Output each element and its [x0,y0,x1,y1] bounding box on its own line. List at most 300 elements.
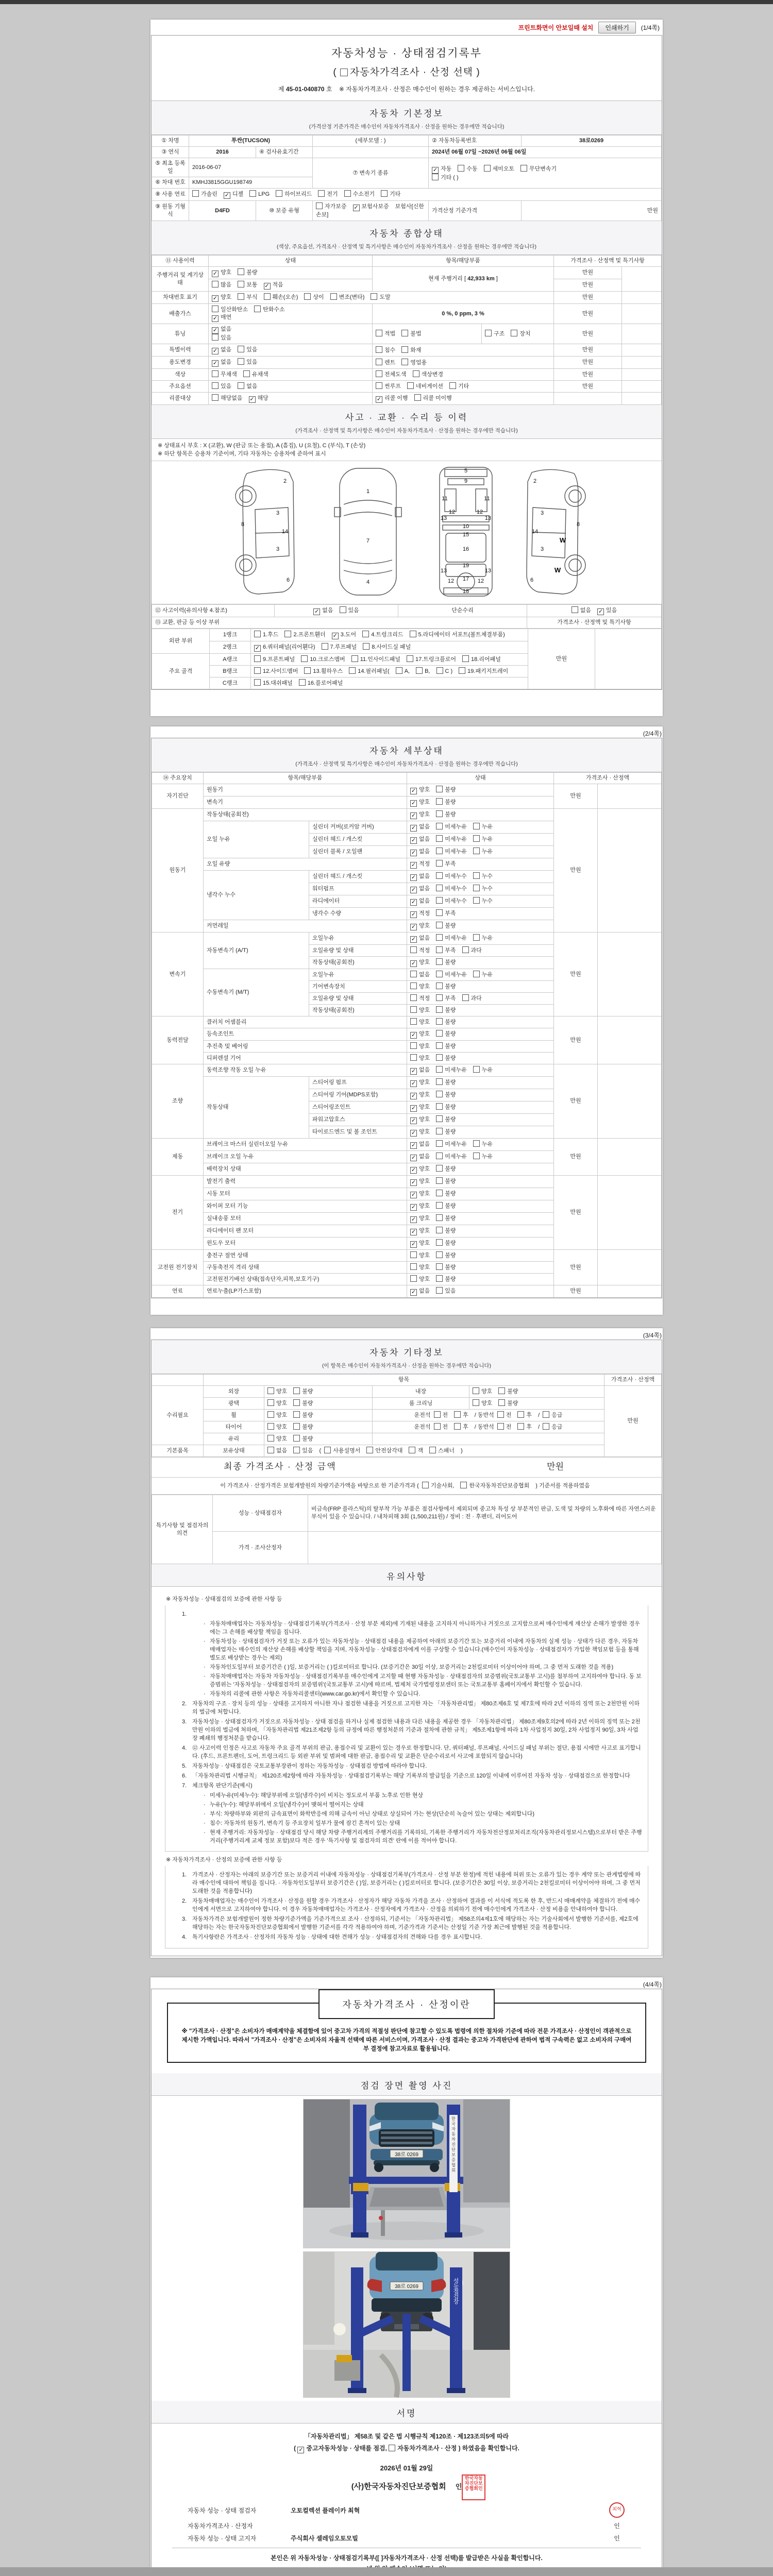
checkbox-option[interactable]: ✓ 양호 [411,1191,430,1198]
checked-checkbox-icon[interactable]: ✓ [376,396,382,402]
unchecked-checkbox-icon[interactable] [454,1411,461,1418]
checkbox-option[interactable]: 양호 [267,1435,287,1443]
unchecked-checkbox-icon[interactable] [436,1103,443,1110]
checkbox-option[interactable]: 응급 [543,1423,562,1431]
checkbox-option[interactable]: ✓ 없음 [212,359,232,366]
unchecked-checkbox-icon[interactable] [318,190,325,197]
unchecked-checkbox-icon[interactable] [498,1387,505,1394]
unchecked-checkbox-icon[interactable] [410,994,417,1001]
checkbox-option[interactable]: 가솔린 [192,190,217,198]
checkbox-option[interactable]: 무단변속기 [520,165,557,173]
unchecked-checkbox-icon[interactable] [436,1128,443,1134]
checkbox-option[interactable]: 16.플로어패널 [299,679,343,687]
checkbox-option[interactable]: 양호 [410,1018,430,1026]
checkbox-option[interactable]: 과다 [462,994,482,1003]
checkbox-option[interactable]: 불량 [238,268,257,277]
checkbox-option[interactable]: 네비게이션 [407,382,443,391]
checkbox-option[interactable]: 불량 [498,1387,518,1396]
checkbox-option[interactable]: ✓ 양호 [411,1129,430,1136]
checked-checkbox-icon[interactable]: ✓ [411,1093,416,1099]
checkbox-option[interactable]: ✓ 양호 [411,787,430,794]
unchecked-checkbox-icon[interactable] [473,872,480,879]
checkbox-option[interactable]: 미세누유 [436,934,467,942]
unchecked-checkbox-icon[interactable] [212,281,219,287]
unchecked-checkbox-icon[interactable] [436,1078,443,1085]
unchecked-checkbox-icon[interactable] [401,359,408,365]
unchecked-checkbox-icon[interactable] [238,382,244,389]
checkbox-option[interactable]: ✓ 없음 [411,1154,430,1161]
unchecked-checkbox-icon[interactable] [436,1251,443,1258]
unchecked-checkbox-icon[interactable] [485,330,492,336]
unchecked-checkbox-icon[interactable] [436,958,443,965]
unchecked-checkbox-icon[interactable] [436,810,443,817]
checkbox-option[interactable]: 전 [434,1411,448,1419]
unchecked-checkbox-icon[interactable] [436,1190,443,1196]
unchecked-checkbox-icon[interactable] [410,971,417,977]
checkbox-option[interactable]: 불량 [436,1006,456,1014]
checkbox-option[interactable]: 있음 [212,382,231,391]
checkbox-option[interactable]: 불량 [436,1177,456,1185]
checkbox-option[interactable]: 불량 [293,1399,313,1408]
checked-checkbox-icon[interactable]: ✓ [411,1080,416,1087]
unchecked-checkbox-icon[interactable] [434,1411,441,1418]
unchecked-checkbox-icon[interactable] [267,1411,274,1418]
checkbox-option[interactable]: 불량 [436,1030,456,1038]
checkbox-option[interactable]: 미세누유 [436,823,467,831]
unchecked-checkbox-icon[interactable] [293,1423,300,1430]
checked-checkbox-icon[interactable]: ✓ [411,850,416,856]
unchecked-checkbox-icon[interactable] [436,1066,443,1073]
unchecked-checkbox-icon[interactable] [363,643,369,650]
checkbox-option[interactable]: 부족 [436,860,456,868]
checked-checkbox-icon[interactable]: ✓ [411,1130,416,1136]
checkbox-option[interactable]: 누유 [473,971,493,979]
unchecked-checkbox-icon[interactable] [473,835,480,842]
unchecked-checkbox-icon[interactable] [254,655,261,662]
checkbox-option[interactable]: 사용설명서 [324,1447,360,1455]
checkbox-option[interactable]: ✓ 매연 [212,314,232,321]
unchecked-checkbox-icon[interactable] [436,897,443,904]
checkbox-option[interactable]: 불량 [436,1054,456,1062]
unchecked-checkbox-icon[interactable] [517,1411,524,1418]
checkbox-option[interactable]: 양호 [410,1054,430,1062]
unchecked-checkbox-icon[interactable] [267,1387,274,1394]
checkbox-option[interactable]: 있음 [212,334,231,342]
unchecked-checkbox-icon[interactable] [376,346,382,353]
checkbox-option[interactable]: 침수 [376,346,395,354]
checkbox-option[interactable]: 변조(변타) [330,293,365,301]
unchecked-checkbox-icon[interactable] [344,190,351,197]
checked-checkbox-icon[interactable]: ✓ [411,899,416,905]
checkbox-option[interactable]: 후 [454,1423,468,1431]
unchecked-checkbox-icon[interactable] [473,823,480,829]
checkbox-option[interactable]: 불량 [436,1018,456,1026]
unchecked-checkbox-icon[interactable] [473,1387,479,1394]
checkbox-option[interactable]: 양호 [410,1275,430,1283]
checkbox-option[interactable]: 19.패키지트레이 [459,667,508,675]
unchecked-checkbox-icon[interactable] [366,1447,373,1453]
unchecked-checkbox-icon[interactable] [436,1275,443,1282]
checked-checkbox-icon[interactable]: ✓ [411,1117,416,1124]
checked-checkbox-icon[interactable]: ✓ [411,1068,416,1074]
checkbox-option[interactable]: 14.필러패널( [349,667,389,675]
checkbox-option[interactable]: 불량 [436,786,456,794]
checkbox-option[interactable]: ✓ 양호 [411,799,430,806]
unchecked-checkbox-icon[interactable] [422,1482,429,1488]
checkbox-option[interactable]: 17.트렁크플로어 [407,655,456,664]
checkbox-option[interactable]: 전 [434,1423,448,1431]
unchecked-checkbox-icon[interactable] [276,190,282,197]
unchecked-checkbox-icon[interactable] [436,667,443,674]
unchecked-checkbox-icon[interactable] [520,165,527,172]
unchecked-checkbox-icon[interactable] [330,293,337,300]
checkbox-option[interactable]: ✓ 양호 [411,1092,430,1099]
unchecked-checkbox-icon[interactable] [349,667,356,674]
unchecked-checkbox-icon[interactable] [473,971,480,977]
unchecked-checkbox-icon[interactable] [429,1447,436,1453]
checked-checkbox-icon[interactable]: ✓ [411,887,416,893]
checkbox-option[interactable]: 화재 [401,346,421,354]
unchecked-checkbox-icon[interactable] [436,1239,443,1246]
checkbox-option[interactable]: 불량 [498,1399,518,1408]
checkbox-option[interactable]: 기타 [449,382,469,391]
checkbox-option[interactable]: 안전삼각대 [366,1447,402,1455]
unchecked-checkbox-icon[interactable] [473,934,480,941]
unchecked-checkbox-icon[interactable] [436,1214,443,1221]
unchecked-checkbox-icon[interactable] [407,655,413,662]
unchecked-checkbox-icon[interactable] [304,667,311,674]
checkbox-option[interactable]: 5.라디에이터 서포트(볼트체결부품) [410,631,505,639]
checkbox-option[interactable]: ✓ 3.도어 [332,632,357,639]
unchecked-checkbox-icon[interactable] [410,1018,417,1025]
checkbox-option[interactable]: 양호 [267,1387,287,1396]
checkbox-option[interactable]: 썬루프 [376,382,401,391]
checkbox-option[interactable]: 있음 [238,346,257,354]
checked-checkbox-icon[interactable]: ✓ [411,1204,416,1210]
unchecked-checkbox-icon[interactable] [449,382,456,389]
unchecked-checkbox-icon[interactable] [462,655,469,662]
checkbox-option[interactable]: ✓ 없음 [411,1288,430,1295]
unchecked-checkbox-icon[interactable] [436,1054,443,1061]
checkbox-option[interactable]: ✓ 양호 [411,1116,430,1124]
unchecked-checkbox-icon[interactable] [401,346,408,353]
unchecked-checkbox-icon[interactable] [376,382,382,389]
unchecked-checkbox-icon[interactable] [543,1423,549,1430]
checkbox-option[interactable]: ✓ 디젤 [224,191,244,198]
checkbox-option[interactable]: 도말 [371,293,390,301]
unchecked-checkbox-icon[interactable] [410,1275,417,1282]
checkbox-option[interactable]: ✓ 없음 [411,873,430,880]
checkbox-option[interactable]: 응급 [543,1411,562,1419]
checkbox-option[interactable]: 후 [517,1423,532,1431]
checkbox-option[interactable]: 15.대쉬패널 [254,679,293,687]
checkbox-option[interactable]: 불량 [293,1411,313,1419]
unchecked-checkbox-icon[interactable] [410,1054,417,1061]
checkbox-option[interactable]: ✓ 양호 [411,959,430,967]
checked-checkbox-icon[interactable]: ✓ [411,1179,416,1185]
checkbox-option[interactable]: 불량 [436,1190,456,1198]
checkbox-option[interactable]: 수동 [458,165,477,173]
checkbox-option[interactable]: 불량 [293,1387,313,1396]
unchecked-checkbox-icon[interactable] [381,190,388,197]
checkbox-option[interactable]: ✓ 없음 [212,326,232,333]
unchecked-checkbox-icon[interactable] [243,370,250,377]
checked-checkbox-icon[interactable]: ✓ [411,874,416,880]
checkbox-option[interactable]: 렌트 [376,359,395,367]
checkbox-option[interactable]: 미세누유 [436,848,467,856]
unchecked-checkbox-icon[interactable] [436,922,443,928]
unchecked-checkbox-icon[interactable] [436,982,443,989]
checked-checkbox-icon[interactable]: ✓ [411,825,416,831]
unchecked-checkbox-icon[interactable] [436,971,443,977]
checkbox-option[interactable]: 미세누유 [436,971,467,979]
unchecked-checkbox-icon[interactable] [484,165,491,172]
checkbox-option[interactable]: 영업용 [401,359,427,367]
checkbox-option[interactable]: 양호 [267,1399,287,1408]
checkbox-option[interactable]: ✓ 양호 [411,1228,430,1235]
checkbox-option[interactable]: 부족 [436,909,456,918]
checkbox-option[interactable]: ✓ 6.쿼터패널(리어휀다) [255,644,315,651]
checkbox-option[interactable]: ✓ 없음 [411,886,430,893]
unchecked-checkbox-icon[interactable] [414,394,421,401]
unchecked-checkbox-icon[interactable] [293,1447,300,1453]
checkbox-option[interactable]: 기타 ( ) [432,174,459,182]
unchecked-checkbox-icon[interactable] [238,268,244,275]
checked-checkbox-icon[interactable]: ✓ [264,283,270,289]
unchecked-checkbox-icon[interactable] [401,330,408,336]
checked-checkbox-icon[interactable]: ✓ [411,911,416,918]
checkbox-option[interactable]: 양호 [410,1042,430,1050]
checkbox-option[interactable]: ✓ 양호 [212,269,232,277]
checkbox-option[interactable]: 양호 [410,1263,430,1272]
unchecked-checkbox-icon[interactable] [410,946,417,953]
checkbox-option[interactable]: 불량 [436,1214,456,1223]
checked-checkbox-icon[interactable]: ✓ [224,192,229,198]
checkbox-option[interactable]: 장치 [511,330,530,338]
unchecked-checkbox-icon[interactable] [436,885,443,891]
unchecked-checkbox-icon[interactable] [454,1423,461,1430]
unchecked-checkbox-icon[interactable] [436,1202,443,1209]
unchecked-checkbox-icon[interactable] [238,346,244,352]
unchecked-checkbox-icon[interactable] [304,293,311,300]
checkbox-option[interactable]: 4.트렁크리드 [362,631,403,639]
checkbox-option[interactable]: 불량 [436,922,456,930]
checked-checkbox-icon[interactable]: ✓ [212,295,218,301]
checkbox-option[interactable]: 잭 [409,1447,423,1455]
unchecked-checkbox-icon[interactable] [267,1423,274,1430]
checkbox-option[interactable]: ✓ 적정 [411,910,430,918]
checkbox-option[interactable]: ✓ 양호 [411,811,430,819]
checkbox-option[interactable]: 수소전기 [344,190,375,198]
checkbox-option[interactable]: 없음 [572,606,591,615]
checkbox-option[interactable]: 불량 [436,1078,456,1087]
unchecked-checkbox-icon[interactable] [436,1263,443,1270]
unchecked-checkbox-icon[interactable] [436,1091,443,1097]
unchecked-checkbox-icon[interactable] [416,667,423,674]
checked-checkbox-icon[interactable]: ✓ [411,812,416,819]
checkbox-option[interactable]: 후 [454,1411,468,1419]
checked-checkbox-icon[interactable]: ✓ [411,960,416,967]
checked-checkbox-icon[interactable]: ✓ [411,788,416,794]
checked-checkbox-icon[interactable]: ✓ [411,1241,416,1247]
checkbox-option[interactable]: 자가보증 [316,202,347,211]
checked-checkbox-icon[interactable]: ✓ [411,1192,416,1198]
checkbox-option[interactable]: A, [396,667,410,675]
checked-checkbox-icon[interactable]: ✓ [411,1105,416,1111]
checkbox-option[interactable]: 불법 [401,330,421,338]
checkbox-option[interactable]: 누수 [473,885,493,893]
unchecked-checkbox-icon[interactable] [436,823,443,829]
unchecked-checkbox-icon[interactable] [212,334,219,341]
unchecked-checkbox-icon[interactable] [543,1411,549,1418]
checkbox-option[interactable]: ✓ 리콜 이행 [376,395,408,402]
unchecked-checkbox-icon[interactable] [436,798,443,805]
checkbox-option[interactable]: 상이 [304,293,324,301]
unchecked-checkbox-icon[interactable] [473,885,480,891]
checkbox-option[interactable]: 없음 [410,971,430,979]
checkbox-option[interactable]: ✓ 없음 [411,1141,430,1148]
checkbox-option[interactable]: 부식 [238,293,257,301]
checkbox-option[interactable]: 자동차가격조사 · 산정 [389,2444,457,2452]
checkbox-option[interactable]: ✓ 적정 [411,861,430,868]
unchecked-checkbox-icon[interactable] [293,1435,300,1442]
unchecked-checkbox-icon[interactable] [473,848,480,854]
checkbox-option[interactable]: 있음 [436,1287,456,1295]
checkbox-option[interactable]: 유채색 [243,370,268,379]
unchecked-checkbox-icon[interactable] [436,1115,443,1122]
checkbox-option[interactable]: 과다 [462,946,482,955]
checkbox-option[interactable]: ✓ 없음 [314,607,333,615]
checkbox-option[interactable]: 미세누유 [436,1140,467,1148]
checkbox-option[interactable]: ✓ 양호 [411,1166,430,1173]
checkbox-option[interactable]: ✓ 없음 [411,898,430,905]
checkbox-option[interactable]: ✓ 해당 [249,395,268,402]
checkbox-option[interactable]: 불량 [436,958,456,967]
unchecked-checkbox-icon[interactable] [410,982,417,989]
checkbox-option[interactable]: 양호 [410,982,430,991]
checked-checkbox-icon[interactable]: ✓ [411,800,416,806]
checkbox-option[interactable]: 양호 [410,1251,430,1260]
unchecked-checkbox-icon[interactable] [458,165,464,172]
unchecked-checkbox-icon[interactable] [376,370,382,377]
checked-checkbox-icon[interactable]: ✓ [354,205,359,211]
checkbox-option[interactable]: 전기 [318,190,338,198]
checkbox-option[interactable]: 2.프론트휀더 [284,631,325,639]
unchecked-checkbox-icon[interactable] [362,631,369,637]
unchecked-checkbox-icon[interactable] [396,667,402,674]
checkbox-option[interactable]: 10.크로스멤버 [301,655,345,664]
checkbox-option[interactable]: 양호 [410,1006,430,1014]
checkbox-option[interactable]: 누유 [473,823,493,831]
checked-checkbox-icon[interactable]: ✓ [411,936,416,942]
checkbox-option[interactable]: 스패너 [429,1447,455,1455]
unchecked-checkbox-icon[interactable] [351,655,358,662]
checkbox-option[interactable]: 전체도색 [376,370,407,379]
unchecked-checkbox-icon[interactable] [322,643,328,650]
unchecked-checkbox-icon[interactable] [459,667,465,674]
checked-checkbox-icon[interactable]: ✓ [212,348,218,354]
unchecked-checkbox-icon[interactable] [473,897,480,904]
checkbox-option[interactable]: 누유 [473,934,493,942]
unchecked-checkbox-icon[interactable] [376,330,382,336]
unchecked-checkbox-icon[interactable] [410,1251,417,1258]
checkbox-option[interactable]: 색상변경 [413,370,444,379]
unchecked-checkbox-icon[interactable] [376,359,382,365]
checkbox-option[interactable]: ✓ 양호 [411,1178,430,1185]
checkbox-option[interactable]: 미세누수 [436,885,467,893]
checked-checkbox-icon[interactable]: ✓ [298,2447,304,2453]
unchecked-checkbox-icon[interactable] [324,1447,331,1453]
checkbox-option[interactable]: 11.인사이드패널 [351,655,400,664]
unchecked-checkbox-icon[interactable] [267,1435,274,1442]
unchecked-checkbox-icon[interactable] [436,1042,443,1049]
checked-checkbox-icon[interactable]: ✓ [314,608,320,615]
checked-checkbox-icon[interactable]: ✓ [212,327,218,333]
checkbox-option[interactable]: 있음 [238,358,257,366]
checked-checkbox-icon[interactable]: ✓ [212,270,218,277]
checkbox-option[interactable]: ✓ 양호 [411,1031,430,1038]
checkbox-option[interactable]: ✓ 있음 [598,607,617,615]
unchecked-checkbox-icon[interactable] [254,679,261,686]
unchecked-checkbox-icon[interactable] [212,306,219,312]
checkbox-option[interactable]: ✓ 없음 [411,849,430,856]
checked-checkbox-icon[interactable]: ✓ [411,862,416,868]
checkbox-option[interactable]: 해당없음 [212,394,243,402]
checkbox-option[interactable]: 누수 [473,872,493,880]
checked-checkbox-icon[interactable]: ✓ [411,1155,416,1161]
checkbox-option[interactable]: 없음 [267,1447,287,1455]
checkbox-option[interactable]: 세미오토 [484,165,515,173]
checkbox-option[interactable]: 13.휠하우스 [304,667,343,675]
unchecked-checkbox-icon[interactable] [517,1423,524,1430]
unchecked-checkbox-icon[interactable] [436,1140,443,1147]
checkbox-option[interactable]: 불량 [436,1227,456,1235]
checkbox-option[interactable]: 있음 [340,606,359,615]
checkbox-option[interactable]: ✓ 양호 [411,1079,430,1087]
checkbox-option[interactable]: 누수 [473,897,493,905]
checkbox-option[interactable]: ✓ 양호 [212,294,232,301]
checked-checkbox-icon[interactable]: ✓ [411,837,416,843]
checkbox-option[interactable]: ✓ 양호 [411,1215,430,1223]
checkbox-option[interactable]: 9.프론트패널 [254,655,295,664]
unchecked-checkbox-icon[interactable] [389,2445,395,2451]
unchecked-checkbox-icon[interactable] [436,1153,443,1159]
unchecked-checkbox-icon[interactable] [473,1153,480,1159]
checkbox-option[interactable]: 일산화탄소 [212,306,248,314]
unchecked-checkbox-icon[interactable] [254,667,261,674]
checkbox-option[interactable]: 불량 [436,1239,456,1247]
checkbox-option[interactable]: 불량 [436,982,456,991]
unchecked-checkbox-icon[interactable] [460,1482,467,1488]
checkbox-option[interactable]: 부족 [436,946,456,955]
unchecked-checkbox-icon[interactable] [436,1165,443,1172]
checked-checkbox-icon[interactable]: ✓ [411,1142,416,1148]
unchecked-checkbox-icon[interactable] [434,1423,441,1430]
unchecked-checkbox-icon[interactable] [293,1387,300,1394]
unchecked-checkbox-icon[interactable] [436,860,443,867]
checkbox-option[interactable]: 기타 [381,190,400,198]
unchecked-checkbox-icon[interactable] [212,370,219,377]
unchecked-checkbox-icon[interactable] [301,655,308,662]
unchecked-checkbox-icon[interactable] [436,1018,443,1025]
checkbox-option[interactable]: 불량 [436,1202,456,1210]
checkbox-option[interactable]: 미세누수 [436,897,467,905]
checkbox-option[interactable]: B, [416,667,430,675]
checkbox-option[interactable]: 무채색 [212,370,237,379]
unchecked-checkbox-icon[interactable] [436,1227,443,1233]
checkbox-option[interactable]: ✓ 양호 [411,1203,430,1210]
checkbox-option[interactable]: ✓ 적음 [264,282,283,289]
